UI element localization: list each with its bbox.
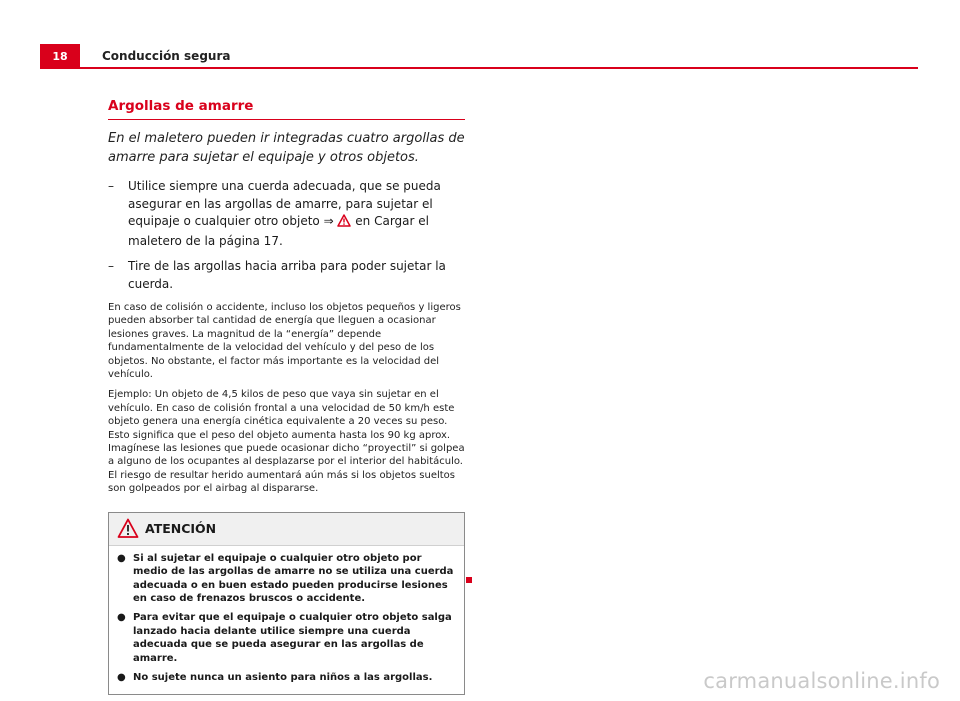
main-content — [108, 98, 465, 695]
warning-item-text: No sujete nunca un asiento para niños a las argollas. — [133, 671, 433, 683]
warning-item-text: Para evitar que el equipaje o cualquier otro objeto salga lanzado hacia delante utilice siempre una cuerda adecuada que se pueda asegurar en las argollas de amarre. — [133, 612, 452, 664]
bullet-icon: ● — [117, 552, 126, 564]
warning-item — [117, 611, 456, 665]
page-header — [40, 44, 918, 69]
step-item — [108, 178, 465, 250]
warning-triangle-icon — [117, 518, 139, 539]
warning-triangle-icon[interactable] — [337, 214, 351, 233]
warning-item — [117, 671, 456, 684]
page-number: 18 — [40, 44, 80, 67]
step-text: Utilice siempre una cuerda adecuada, que se pueda asegurar en las argollas de amarre, para sujetar el equipaje o cualquier otro objeto ⇒ — [128, 179, 441, 228]
end-marker-icon — [466, 577, 472, 583]
bullet-icon: ● — [117, 671, 126, 683]
step-dash: – — [108, 259, 114, 273]
section-intro: En el maletero pueden ir integradas cuatro argollas de amarre para sujetar el equipaje y otros objetos. — [108, 131, 465, 165]
warning-title: ATENCIÓN — [145, 520, 217, 536]
bullet-icon: ● — [117, 612, 126, 624]
step-link-text: en Cargar el maletero de la página 17. — [128, 214, 429, 248]
step-item — [108, 258, 465, 293]
warning-item — [117, 552, 456, 606]
warning-item-text: Si al sujetar el equipaje o cualquier otro objeto por medio de las argollas de amarre no se utiliza una cuerda adecuada o en buen estado pueden producirse lesiones en caso de frenazos bruscos o accidente. — [133, 552, 454, 604]
warning-body — [109, 546, 464, 695]
chapter-title: Conducción segura — [102, 49, 231, 63]
body-paragraph: En caso de colisión o accidente, incluso los objetos pequeños y ligeros pueden absorber tal cantidad de energía que lleguen a ocasionar lesiones graves. La magnitud de la “energía” depende fundamentalmente de la velocidad del vehículo y del peso de los objetos. No obstante, el factor más importante es la velocidad del vehículo. — [108, 302, 461, 381]
body-paragraph: Ejemplo: Un objeto de 4,5 kilos de peso que vaya sin sujetar en el vehículo. En caso de colisión frontal a una velocidad de 50 km/h este objeto genera una energía cinética equivalente a 20 veces su peso. Esto significa que el peso del objeto aumenta hasta los 90 kg aprox. Imagínese las lesiones que puede ocasionar dicho “proyectil” si golpea a alguno de los ocupantes al desplazarse por el interior del habitáculo. El riesgo de resultar herido aumentará aún más si los objetos sueltos son golpeados por el airbag al dispararse. — [108, 389, 465, 495]
warning-box — [108, 512, 465, 696]
step-text: Tire de las argollas hacia arriba para poder sujetar la cuerda. — [128, 259, 446, 291]
section-title: Argollas de amarre — [108, 98, 465, 120]
watermark: carmanualsonline.info — [703, 669, 940, 693]
warning-header — [109, 513, 464, 546]
step-dash: – — [108, 179, 114, 193]
